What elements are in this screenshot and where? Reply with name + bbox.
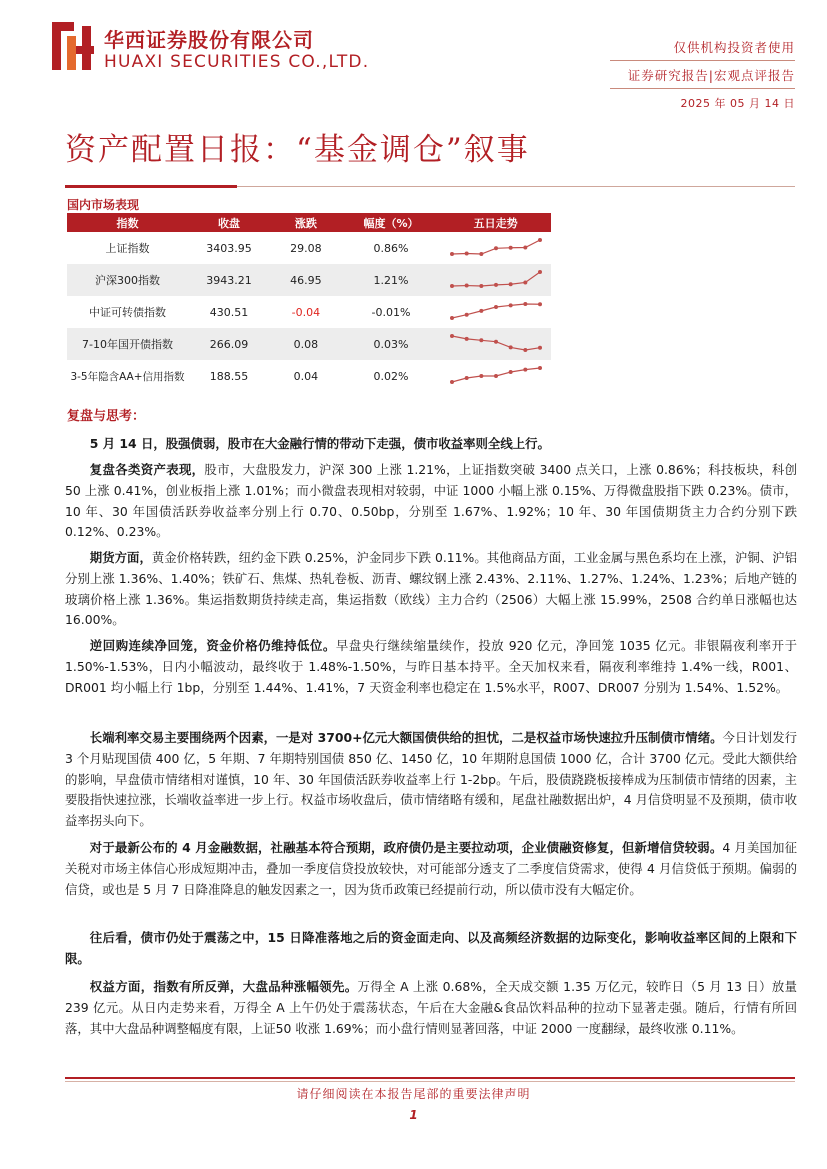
index-close: 188.55 bbox=[209, 369, 249, 383]
table-row bbox=[67, 296, 551, 328]
index-close: 3403.95 bbox=[206, 241, 252, 255]
report-type: 证券研究报告|宏观点评报告 bbox=[627, 68, 795, 83]
sparkline-point bbox=[464, 376, 468, 380]
column-header: 指数 bbox=[67, 213, 188, 232]
title-rule-gray bbox=[237, 186, 795, 187]
paragraph bbox=[65, 728, 797, 832]
page-number: 1 bbox=[409, 1108, 418, 1122]
header-divider bbox=[610, 88, 795, 89]
paragraph bbox=[65, 460, 797, 543]
title-rule-red bbox=[65, 185, 237, 188]
index-name: 中证可转债指数 bbox=[89, 306, 166, 319]
five-day-sparkline bbox=[446, 298, 546, 324]
table-row bbox=[67, 328, 551, 360]
paragraph-lead: 复盘各类资产表现， bbox=[89, 462, 205, 477]
index-change: -0.04 bbox=[291, 305, 321, 319]
paragraph bbox=[65, 548, 797, 631]
paragraph-body: 黄金价格转跌，纽约金下跌 0.25%，沪金同步下跌 0.11%。其他商品方面，工业金属与黑色系均在上涨，沪铜、沪铝分别上涨 1.36%、1.40%；铁矿石、焦煤、热轧卷板、沥青、螺纹钢上涨 2.43%、2.11%、1.27%、1.24%、1.23%；后地产链的玻璃价格上涨 1.36%。集运指数期货持续走高，集运指数（欧线）主力合约（2506）大幅上涨 15.99%，2508 合约单日涨幅也达 16.00%。 bbox=[65, 550, 798, 628]
report-date: 2025 年 05 月 14 日 bbox=[680, 97, 795, 110]
paragraph-body: 早盘央行继续缩量续作，投放 920 亿元，净回笼 1035 亿元。非银隔夜利率开于 1.50%-1.53%，日内小幅波动，最终收于 1.48%-1.50%，与昨日基本持平。全天加权来看，隔夜利率维持 1.4%一线，R001、DR001 均小幅上行 1bp，分别至 1.44%、1.41%，7 天资金利率也稳定在 1.5%水平，R007、DR007 分别为 1.54%、1.52%。 bbox=[65, 638, 798, 695]
audience-note: 仅供机构投资者使用 bbox=[673, 40, 795, 55]
sparkline-point bbox=[494, 246, 498, 250]
market-table bbox=[67, 213, 551, 392]
sparkline-point bbox=[479, 308, 483, 312]
paragraph bbox=[65, 977, 797, 1039]
paragraph-lead: 期货方面， bbox=[89, 550, 152, 565]
index-name: 上证指数 bbox=[105, 242, 150, 255]
sparkline-point bbox=[523, 280, 527, 284]
column-header: 收盘 bbox=[188, 213, 270, 232]
sparkline-point bbox=[508, 282, 512, 286]
paragraph bbox=[65, 434, 797, 455]
sparkline-point bbox=[450, 316, 454, 320]
sparkline-point bbox=[494, 305, 498, 309]
paragraph-lead: 5 月 14 日，股强债弱，股市在大金融行情的带动下走强，债市收益率则全线上行。 bbox=[89, 436, 550, 451]
paragraph-lead: 往后看，债市仍处于震荡之中，15 日降准落地之后的资金面走向、以及高频经济数据的边际变化，影响收益率区间的上限和下限。 bbox=[65, 930, 797, 966]
table-row bbox=[67, 264, 551, 296]
paragraph bbox=[65, 838, 797, 900]
column-header: 幅度（%） bbox=[342, 213, 440, 232]
legal-notice: 请仔细阅读在本报告尾部的重要法律声明 bbox=[296, 1087, 531, 1101]
sparkline-point bbox=[508, 345, 512, 349]
index-change: 46.95 bbox=[270, 264, 342, 296]
sparkline-point bbox=[538, 345, 542, 349]
sparkline-point bbox=[464, 251, 468, 255]
paragraph bbox=[65, 636, 797, 698]
sparkline-point bbox=[479, 284, 483, 288]
five-day-sparkline bbox=[446, 234, 546, 260]
sparkline-point bbox=[464, 336, 468, 340]
sparkline-point bbox=[464, 312, 468, 316]
five-day-sparkline bbox=[446, 362, 546, 388]
company-name-cn: 华西证券股份有限公司 bbox=[104, 28, 314, 52]
index-change: 29.08 bbox=[290, 241, 322, 255]
sparkline-point bbox=[538, 366, 542, 370]
paragraph-body: 股市，大盘股发力，沪深 300 上涨 1.21%，上证指数突破 3400 点关口，上涨 0.86%；科技板块，科创 50 上涨 0.41%，创业板指上涨 1.01%；而小微盘表现相对较弱，中证 1000 小幅上涨 0.15%、万得微盘股指下跌 0.23%。债市，10 年、30 年国债活跃券收益率分别上行 0.70、0.50bp，分别至 1.67%、1.92%；10 年、30 年国债期货主力合约分别下跌 0.12%、0.23%。 bbox=[65, 462, 798, 540]
header-divider bbox=[610, 60, 795, 61]
column-header: 五日走势 bbox=[440, 213, 551, 232]
page-title: 资产配置日报：“基金调仓”叙事 bbox=[65, 132, 530, 168]
index-pct: 0.02% bbox=[373, 369, 409, 383]
table-row bbox=[67, 232, 551, 264]
sparkline-point bbox=[538, 238, 542, 242]
paragraph bbox=[65, 928, 797, 970]
index-pct: -0.01% bbox=[371, 305, 411, 319]
paragraph-body: 4 月美国加征关税对市场主体信心形成短期冲击，叠加一季度信贷投放较快，对可能部分透支了二季度信贷需求，使得 4 月信贷低于预期。偏弱的信贷，或也是 5 月 7 日降准降息的触发因素之一，因为货币政策已经提前行动，所以债市没有大幅定价。 bbox=[65, 840, 798, 897]
sparkline-point bbox=[538, 270, 542, 274]
footer-rule-red bbox=[65, 1077, 795, 1079]
sparkline-point bbox=[479, 252, 483, 256]
index-pct: 0.03% bbox=[342, 328, 440, 360]
sparkline-point bbox=[494, 339, 498, 343]
sparkline-point bbox=[508, 370, 512, 374]
sparkline-point bbox=[494, 374, 498, 378]
paragraph-lead: 长端利率交易主要围绕两个因素，一是对 3700+亿元大额国债供给的担忧，二是权益市场快速拉升压制债市情绪。 bbox=[89, 730, 723, 745]
index-close: 3943.21 bbox=[188, 264, 270, 296]
paragraph-lead: 逆回购连续净回笼，资金价格仍维持低位。 bbox=[89, 638, 336, 653]
column-header: 涨跌 bbox=[270, 213, 342, 232]
paragraph-body: 万得全 A 上涨 0.68%，全天成交额 1.35 万亿元，较昨日（5 月 13 日）放量 239 亿元。从日内走势来看，万得全 A 上午仍处于震荡状态，午后在大金融&食品饮料品种的拉动下显著走强。随后，行情有所回落，其中大盘品种调整幅度有限，上证50 收涨 1.69%；而小盘行情则显著回落，中证 2000 一度翻绿，最终收涨 0.11%。 bbox=[65, 979, 797, 1036]
index-change: 0.08 bbox=[270, 328, 342, 360]
index-pct: 1.21% bbox=[342, 264, 440, 296]
five-day-sparkline bbox=[446, 266, 546, 292]
sparkline-point bbox=[508, 245, 512, 249]
index-close: 266.09 bbox=[188, 328, 270, 360]
sparkline-point bbox=[523, 302, 527, 306]
index-close: 430.51 bbox=[209, 305, 249, 319]
sparkline-point bbox=[450, 334, 454, 338]
sparkline-point bbox=[523, 367, 527, 371]
sparkline-point bbox=[479, 374, 483, 378]
index-name: 3-5年隐含AA+信用指数 bbox=[70, 370, 185, 383]
sparkline-point bbox=[479, 338, 483, 342]
market-section-label: 国内市场表现 bbox=[67, 198, 140, 212]
company-name-en: HUAXI SECURITIES CO.,LTD. bbox=[104, 52, 370, 72]
sparkline-point bbox=[508, 303, 512, 307]
sparkline-point bbox=[538, 302, 542, 306]
index-pct: 0.86% bbox=[373, 241, 409, 255]
index-name: 7-10年国开债指数 bbox=[67, 328, 188, 360]
sparkline-point bbox=[494, 282, 498, 286]
review-section-label: 复盘与思考： bbox=[67, 409, 146, 424]
huaxi-logo-icon bbox=[52, 22, 96, 70]
table-header-row bbox=[67, 213, 551, 232]
sparkline-point bbox=[523, 245, 527, 249]
paragraph-lead: 权益方面，指数有所反弹，大盘品种涨幅领先。 bbox=[89, 979, 358, 994]
paragraph-lead: 对于最新公布的 4 月金融数据，社融基本符合预期，政府债仍是主要拉动项，企业债融资修复，但新增信贷较弱。 bbox=[89, 840, 723, 855]
index-name: 沪深300指数 bbox=[67, 264, 188, 296]
sparkline-point bbox=[464, 283, 468, 287]
sparkline-point bbox=[450, 252, 454, 256]
sparkline-point bbox=[450, 380, 454, 384]
footer-rule-gray bbox=[65, 1081, 795, 1082]
paragraph-body: 今日计划发行 3 个月贴现国债 400 亿，5 年期、7 年期特别国债 850 亿、1450 亿，10 年期附息国债 1000 亿，合计 3700 亿元。受此大额供给的影响，早盘债市情绪相对谨慎，10 年、30 年国债活跃券收益率上行 1-2bp。午后，股债跷跷板接棒成为压制债市情绪的因素，主要股指快速拉涨，长端收益率进一步上行。权益市场收盘后，债市情绪略有缓和，尾盘社融数据出炉，4 月信贷明显不及预期，债市收益率拐头向下。 bbox=[65, 730, 797, 829]
index-change: 0.04 bbox=[293, 369, 319, 383]
table-row bbox=[67, 360, 551, 392]
sparkline-point bbox=[450, 284, 454, 288]
sparkline-point bbox=[523, 348, 527, 352]
five-day-sparkline bbox=[446, 330, 546, 356]
